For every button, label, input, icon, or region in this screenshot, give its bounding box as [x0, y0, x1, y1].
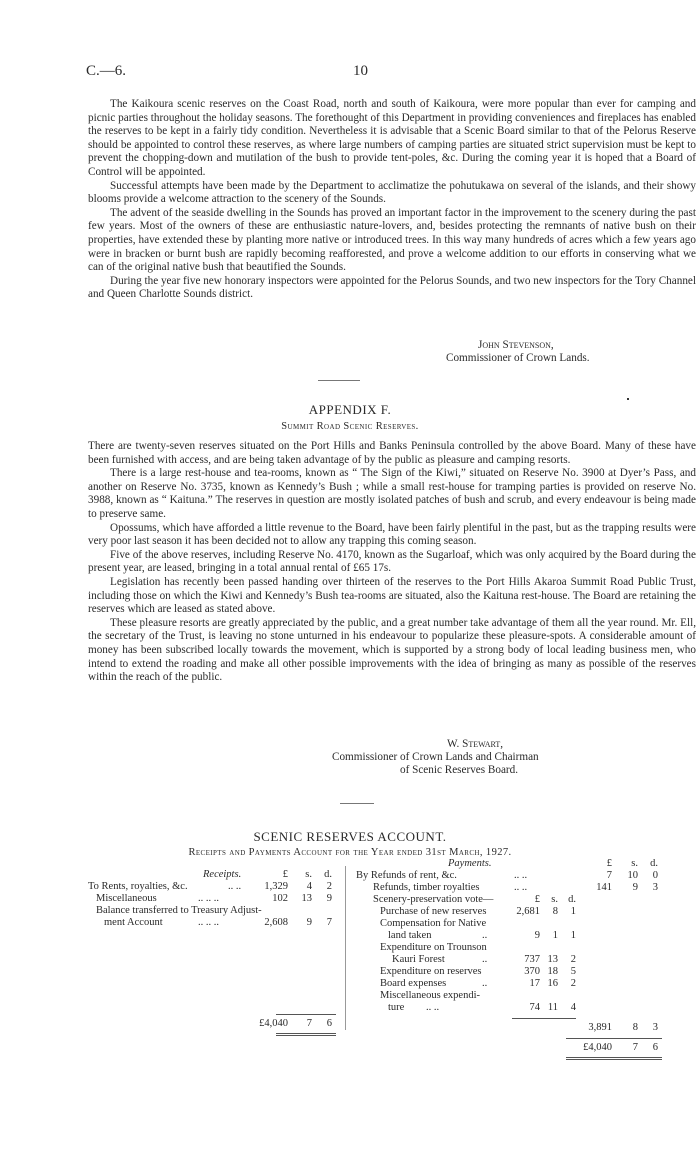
receipt-pence: 2: [326, 881, 332, 892]
payments-total-pence: 6: [652, 1042, 658, 1053]
double-rule: [276, 1033, 336, 1034]
dot-leaders: ..: [482, 954, 488, 965]
payments-total-pounds: £4,040: [583, 1042, 612, 1053]
receipt-shillings: 13: [301, 893, 312, 904]
shillings-heading: s.: [631, 858, 638, 869]
paragraph: The advent of the seaside dwelling in the Sounds has proved an important factor in the improvement to the scenery during the past few years. Most of the owners of these are enthusiastic nature-lovers, and, besides protecting the remnants of native bush on their properties, have extended these by planting more native or introduced trees. In this way many hundreds of acres which a few years ago were in bracken or burnt bush are rapidly becoming reafforested, and prove a welcome addition to our efforts in conserving what we can of the original native bush that beautified the Sounds.: [88, 206, 696, 274]
subtotal-rule: [512, 1018, 576, 1019]
payment-pounds: 141: [596, 882, 612, 893]
payment-pounds: 370: [524, 966, 540, 977]
payments-subtotal-pounds: 3,891: [588, 1022, 612, 1033]
paragraph: Opossums, which have afforded a little revenue to the Board, have been fairly plentiful in the past, but as the trapping results were very poor last season it has been decided not to allow any trapping this coming season.: [88, 521, 696, 548]
double-rule: [566, 1057, 662, 1058]
receipt-label: To Rents, royalties, &c.: [88, 881, 188, 892]
dot-leaders: .. ..: [228, 881, 242, 892]
payments-subtotal-shillings: 8: [632, 1022, 638, 1033]
payment-shillings: 13: [547, 954, 558, 965]
signature-title: Commissioner of Crown Lands.: [446, 352, 590, 364]
payments-subtotal-pence: 3: [652, 1022, 658, 1033]
paragraph: These pleasure resorts are greatly appreciated by the public, and a great number take advantage of them all the year round. Mr. Ell, the secretary of the Trust, is leaving no stone unturned in his endeavour to popularize these pleasure-spots. A considerable amount of money has been subscribed locally towards the movement, which is supported by a strong body of local leading business men, who intend to extend the roading and make all other possible improvements with the idea of bringing as many as possible of the reserves within the reach of the public.: [88, 616, 696, 684]
total-rule: [566, 1038, 662, 1039]
payment-label: Board expenses: [380, 978, 447, 989]
payment-pounds: 7: [606, 870, 612, 881]
paragraph: The Kaikoura scenic reserves on the Coast Road, north and south of Kaikoura, were more popular than ever for camping and picnic parties throughout the holiday seasons. The forethought of this Department in providing conveniences and fireplaces has enabled the reserves to be kept in a fairly tidy condition. Nevertheless it is advisable that a Scenic Board similar to that of the Pelorus Reserve should be appointed to control these reserves, as where large numbers of camping parties are situated strict supervision must be kept to prevent the chopping-down and mutilation of the bush to provide tent-poles, &c. During the coming year it is hoped that a Board of Control will be appointed.: [88, 98, 696, 178]
payment-pence: 4: [570, 1002, 576, 1013]
payment-shillings: 8: [552, 906, 558, 917]
dot-leaders: .. ..: [514, 870, 528, 881]
dot-leaders: .. .. ..: [198, 917, 219, 928]
appendix-title: APPENDIX F.: [308, 402, 392, 417]
column-divider: [345, 866, 346, 1030]
pence-heading: d.: [568, 894, 576, 905]
paragraph: Legislation has recently been passed handing over thirteen of the reserves to the Port Hills Akaroa Summit Road Public Trust, including those on which the Kiwi and Kennedy’s Bush tea-rooms are situated, also the Kaituna rest-house. The Board are retaining the reserves which are leased as stated above.: [88, 575, 696, 616]
receipt-label: Miscellaneous: [96, 893, 157, 904]
receipt-pence: 9: [326, 893, 332, 904]
payment-shillings: 9: [632, 882, 638, 893]
shillings-heading: s.: [305, 869, 312, 880]
paragraph: During the year five new honorary inspectors were appointed for the Pelorus Sounds, and two new inspectors for the Tory Channel and Queen Charlotte Sounds district.: [88, 274, 696, 301]
payment-pence: 0: [652, 870, 658, 881]
payment-label: Compensation for Native: [380, 918, 487, 929]
receipt-pounds: 2,608: [264, 917, 288, 928]
dot-leaders: .. ..: [514, 882, 528, 893]
payment-pence: 2: [570, 954, 576, 965]
receipts-heading: Receipts.: [203, 869, 242, 880]
payment-label: Expenditure on Trounson: [380, 942, 487, 953]
receipt-label: Balance transferred to Treasury Adjust-: [96, 905, 262, 916]
appendix-subtitle: Summit Road Scenic Reserves.: [281, 421, 419, 432]
payment-label: Scenery-preservation vote—: [373, 894, 494, 905]
payment-label: Miscellaneous expendi-: [380, 990, 481, 1001]
dot-leaders: .. .. ..: [198, 893, 219, 904]
receipts-total-shillings: 7: [306, 1018, 312, 1029]
kaikoura-section: [88, 98, 696, 302]
payment-pounds: 74: [529, 1002, 540, 1013]
signature-name: John Stevenson,: [478, 339, 554, 351]
pounds-heading: £: [282, 869, 288, 880]
dot-leaders: ..: [482, 930, 488, 941]
paragraph: Successful attempts have been made by the Department to acclimatize the pohutukawa on several of the islands, and their showy blooms provide a welcome attraction to the scenery of the Sounds.: [88, 179, 696, 206]
payment-pence: 5: [570, 966, 576, 977]
payment-label: Refunds, timber royalties: [373, 882, 480, 893]
payments-total-shillings: 7: [632, 1042, 638, 1053]
signature-title: Commissioner of Crown Lands and Chairman: [332, 751, 539, 763]
payment-pounds: 2,681: [516, 906, 540, 917]
signature-name: W. Stewart,: [447, 738, 504, 750]
receipt-pence: 7: [326, 917, 332, 928]
pence-heading: d.: [650, 858, 658, 869]
section-divider: [318, 380, 360, 381]
receipt-shillings: 4: [306, 881, 312, 892]
appendix-body: [88, 440, 696, 685]
pence-heading: d.: [324, 869, 332, 880]
dot-leaders: .. ..: [426, 1002, 440, 1013]
pounds-heading: £: [606, 858, 612, 869]
section-divider: [340, 803, 374, 804]
payment-shillings: 11: [547, 1002, 558, 1013]
shillings-heading: s.: [551, 894, 558, 905]
pounds-heading: £: [534, 894, 540, 905]
payment-pounds: 17: [529, 978, 540, 989]
paragraph: There are twenty-seven reserves situated on the Port Hills and Banks Peninsula controlled by the above Board. Many of these have been furnished with access, and are being taken advantage of by the public as pleasure and camping resorts.: [88, 440, 696, 466]
payment-shillings: 10: [627, 870, 638, 881]
payment-pounds: 9: [534, 930, 540, 941]
page-series-code: C.—6.: [86, 63, 127, 79]
payment-shillings: 1: [552, 930, 558, 941]
receipt-label: ment Account: [104, 917, 163, 928]
receipt-shillings: 9: [306, 917, 312, 928]
total-rule: [276, 1014, 336, 1015]
payment-pence: 1: [570, 906, 576, 917]
payment-shillings: 16: [547, 978, 558, 989]
payment-label: Purchase of new reserves: [380, 906, 487, 917]
payment-pence: 3: [652, 882, 658, 893]
double-rule: [566, 1059, 662, 1060]
payment-shillings: 18: [547, 966, 558, 977]
payment-pounds: 737: [524, 954, 540, 965]
account-subtitle: Receipts and Payments Account for the Year ended 31st March, 1927.: [188, 847, 512, 858]
payment-label: Kauri Forest: [392, 954, 445, 965]
payment-pence: 1: [570, 930, 576, 941]
account-title: SCENIC RESERVES ACCOUNT.: [253, 829, 447, 844]
page-number: 10: [353, 63, 368, 79]
payment-label: By Refunds of rent, &c.: [356, 870, 457, 881]
receipts-total-pence: 6: [326, 1018, 332, 1029]
signature-title: of Scenic Reserves Board.: [400, 764, 519, 776]
receipt-pounds: 102: [272, 893, 288, 904]
paragraph: There is a large rest-house and tea-rooms, known as “ The Sign of the Kiwi,” situated on Reserve No. 3900 at Dyer’s Pass, and another on Reserve No. 3735, known as Kennedy’s Bush ; while a small rest-house for tramping parties is provided on reserve No. 3988, known as “ Kaituna.” The reserves in question are mostly isolated patches of bush and scrub, and every endeavour is being made to preserve same.: [88, 467, 696, 520]
paragraph: Five of the above reserves, including Reserve No. 4170, known as the Sugarloaf, which was only acquired by the Board during the present year, are leased, bringing in a total annual rental of £65 17s.: [88, 548, 696, 575]
payments-heading: Payments.: [448, 858, 492, 869]
print-speck: [627, 398, 629, 400]
receipt-pounds: 1,329: [264, 881, 288, 892]
dot-leaders: ..: [482, 978, 488, 989]
double-rule: [276, 1035, 336, 1036]
payment-pence: 2: [570, 978, 576, 989]
receipts-total-pounds: £4,040: [259, 1018, 288, 1029]
payment-label: ture: [388, 1002, 405, 1013]
payment-label: land taken: [388, 930, 432, 941]
payment-label: Expenditure on reserves: [380, 966, 482, 977]
